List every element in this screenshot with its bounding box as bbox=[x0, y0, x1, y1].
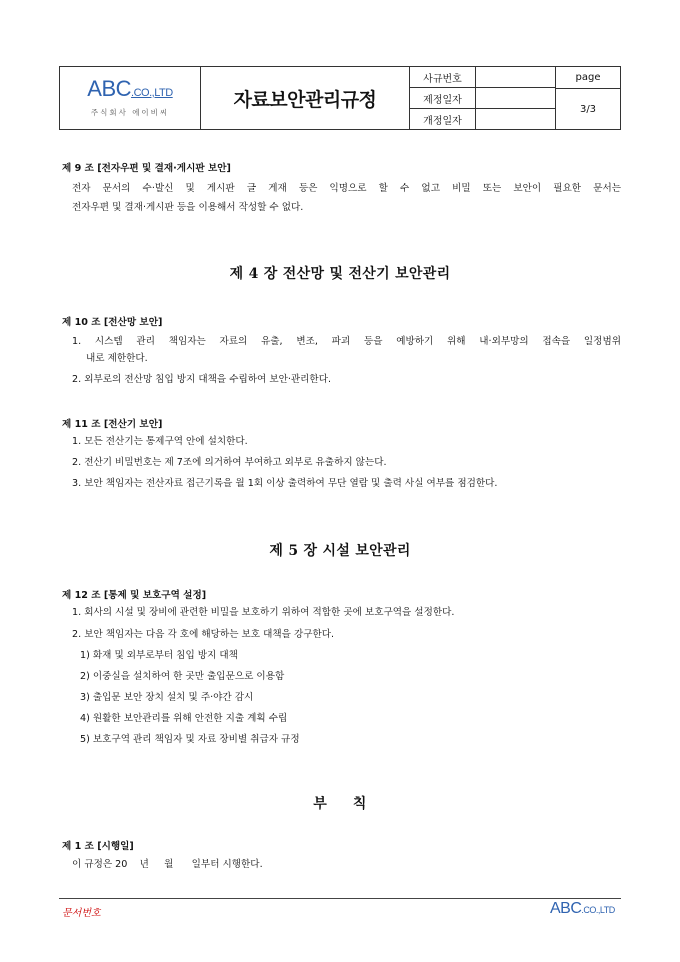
footer-divider bbox=[59, 898, 621, 899]
article-heading: 제 11 조 [전산기 보안] bbox=[62, 419, 163, 430]
document-title: 자료보안관리규정 bbox=[201, 67, 410, 129]
sub-list-item: 1) 화재 및 외부로부터 침입 방지 대책 bbox=[80, 650, 238, 661]
logo-suffix: .CO.,LTD bbox=[131, 86, 173, 99]
meta-value bbox=[476, 88, 555, 108]
chapter-heading: 제 4 장 전산망 및 전산기 보안관리 bbox=[229, 266, 451, 282]
article-heading: 제 10 조 [전산망 보안] bbox=[62, 317, 163, 328]
list-item-continuation: 내로 제한한다. bbox=[86, 353, 148, 364]
meta-label: 개정일자 bbox=[410, 109, 476, 129]
footer-logo bbox=[550, 900, 615, 918]
meta-value bbox=[476, 67, 555, 87]
document-header-table bbox=[59, 66, 621, 130]
list-item: 2. 외부로의 전산망 침입 방지 대책을 수립하여 보안·관리한다. bbox=[72, 374, 332, 385]
supplementary-heading: 부 칙 bbox=[313, 796, 367, 812]
company-logo bbox=[60, 67, 201, 129]
page-label: page bbox=[556, 67, 620, 89]
footer-logo-text: ABC bbox=[550, 900, 582, 917]
page-info bbox=[556, 67, 620, 129]
meta-row-revision-date bbox=[410, 109, 555, 129]
meta-label: 사규번호 bbox=[410, 67, 476, 87]
list-item: 1. 모든 전산기는 통제구역 안에 설치한다. bbox=[72, 436, 248, 447]
logo-text: ABC bbox=[87, 75, 132, 101]
list-item: 1. 시스템 관리 책임자는 자료의 유출, 변조, 파괴 등을 예방하기 위해 내·외부망의 접속을 일정범위 bbox=[72, 336, 621, 347]
list-item: 2. 보안 책임자는 다음 각 호에 해당하는 보호 대책을 강구한다. bbox=[72, 629, 335, 640]
meta-row-rule-number bbox=[410, 67, 555, 88]
footer-logo-suffix: .CO.,LTD bbox=[581, 905, 615, 915]
sub-list-item: 2) 이중실을 설치하여 한 곳만 출입문으로 이용함 bbox=[80, 671, 285, 682]
list-item: 3. 보안 책임자는 전산자료 접근기록을 월 1회 이상 출력하여 무단 열람 및 출력 사실 여부를 점검한다. bbox=[72, 478, 498, 489]
article-heading: 제 12 조 [통제 및 보호구역 설정] bbox=[62, 590, 207, 601]
page-number: 3/3 bbox=[579, 103, 597, 115]
meta-row-enactment-date bbox=[410, 88, 555, 109]
chapter-heading: 제 5 장 시설 보안관리 bbox=[269, 543, 411, 559]
article-heading: 제 1 조 [시행일] bbox=[62, 841, 134, 852]
document-number-label: 문서번호 bbox=[62, 908, 101, 919]
logo-subtitle: 주식회사 에이비씨 bbox=[90, 107, 170, 117]
sub-list-item: 4) 원활한 보안관리를 위해 안전한 지출 계획 수립 bbox=[80, 713, 288, 724]
list-item: 1. 회사의 시설 및 장비에 관련한 비밀을 보호하기 위하여 적합한 곳에 보호구역을 설정한다. bbox=[72, 607, 455, 618]
document-meta bbox=[410, 67, 556, 129]
list-item: 2. 전산기 비밀번호는 제 7조에 의거하여 부여하고 외부로 유출하지 않는다. bbox=[72, 457, 387, 468]
meta-value bbox=[476, 109, 555, 129]
meta-label: 제정일자 bbox=[410, 88, 476, 108]
sub-list-item: 3) 출입문 보안 장치 설치 및 주·야간 감시 bbox=[80, 692, 254, 703]
article-text: 전자우편 및 결재·게시판 등을 이용해서 작성할 수 없다. bbox=[72, 202, 304, 213]
article-heading: 제 9 조 [전자우편 및 결재·게시판 보안] bbox=[62, 163, 231, 174]
article-text: 이 규정은 20 년 월 일부터 시행한다. bbox=[72, 859, 263, 870]
article-text: 전자 문서의 수·발신 및 게시판 글 게재 등은 익명으로 할 수 없고 비밀 또는 보안이 필요한 문서는 bbox=[72, 183, 621, 194]
sub-list-item: 5) 보호구역 관리 책임자 및 자료 장비별 취급자 규정 bbox=[80, 734, 300, 745]
